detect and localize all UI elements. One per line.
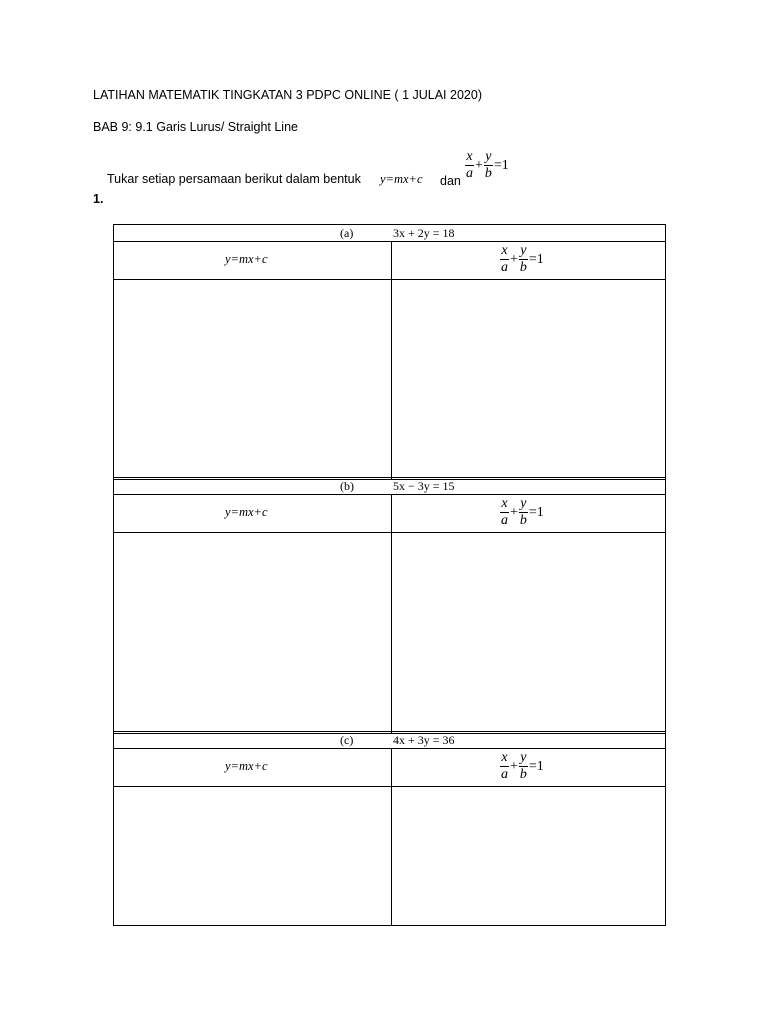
- part-equation: 4x + 3y = 36: [393, 733, 455, 747]
- answer-cell-intercept[interactable]: [392, 533, 665, 733]
- equals-one: =1: [528, 504, 544, 520]
- column-header-ymxc: y=mx+c: [225, 759, 268, 773]
- frac-a: a: [466, 166, 473, 181]
- instruction-text: Tukar setiap persamaan berikut dalam bentuk: [107, 172, 361, 186]
- frac-b: b: [519, 767, 527, 782]
- answer-cell-ymxc[interactable]: [114, 280, 392, 479]
- part-caption: [114, 732, 665, 749]
- chapter-heading: BAB 9: 9.1 Garis Lurus/ Straight Line: [93, 120, 298, 134]
- answer-cell-ymxc[interactable]: [114, 787, 392, 925]
- frac-x: x: [501, 496, 508, 511]
- plus-sign: +: [510, 504, 518, 520]
- answer-cell-intercept[interactable]: [392, 280, 665, 479]
- worksheet-part-a: [113, 224, 666, 480]
- frac-a: a: [501, 513, 508, 528]
- frac-x: x: [501, 243, 508, 258]
- frac-b: b: [484, 166, 492, 181]
- column-header-intercept: [500, 497, 545, 528]
- part-label: (b): [340, 479, 354, 493]
- frac-y: y: [485, 149, 492, 164]
- column-header-ymxc: y=mx+c: [225, 252, 268, 266]
- plus-sign: +: [510, 251, 518, 267]
- worksheet-title: LATIHAN MATEMATIK TINGKATAN 3 PDPC ONLINE ( 1 JULAI 2020): [93, 88, 482, 102]
- column-header-intercept: [500, 244, 545, 275]
- frac-b: b: [519, 260, 527, 275]
- frac-x: x: [466, 149, 473, 164]
- part-label: (c): [340, 733, 354, 747]
- answer-row: [114, 787, 665, 925]
- question-number: 1.: [93, 192, 104, 206]
- equals-one: =1: [528, 251, 544, 267]
- answer-row: [114, 533, 665, 733]
- part-equation: 5x − 3y = 15: [393, 479, 455, 493]
- instruction-form-ymxc: y=mx+c: [380, 172, 423, 186]
- column-header-ymxc: y=mx+c: [225, 505, 268, 519]
- instruction-connector: dan: [440, 174, 461, 188]
- column-headers: [114, 242, 665, 280]
- equals-one: =1: [528, 758, 544, 774]
- part-equation: 3x + 2y = 18: [393, 226, 455, 240]
- instruction-form-intercept: [465, 150, 510, 181]
- column-headers: [114, 495, 665, 533]
- frac-a: a: [501, 767, 508, 782]
- frac-x: x: [501, 750, 508, 765]
- worksheet-part-b: [113, 477, 666, 734]
- plus-sign: +: [475, 157, 483, 173]
- column-headers: [114, 749, 665, 787]
- frac-y: y: [520, 496, 527, 511]
- worksheet-part-c: [113, 731, 666, 926]
- part-caption: [114, 225, 665, 242]
- answer-cell-ymxc[interactable]: [114, 533, 392, 733]
- part-caption: [114, 478, 665, 495]
- frac-y: y: [520, 243, 527, 258]
- frac-a: a: [501, 260, 508, 275]
- column-header-intercept: [500, 751, 545, 782]
- part-label: (a): [340, 226, 354, 240]
- answer-row: [114, 280, 665, 479]
- frac-y: y: [520, 750, 527, 765]
- equals-one: =1: [493, 157, 509, 173]
- answer-cell-intercept[interactable]: [392, 787, 665, 925]
- plus-sign: +: [510, 758, 518, 774]
- frac-b: b: [519, 513, 527, 528]
